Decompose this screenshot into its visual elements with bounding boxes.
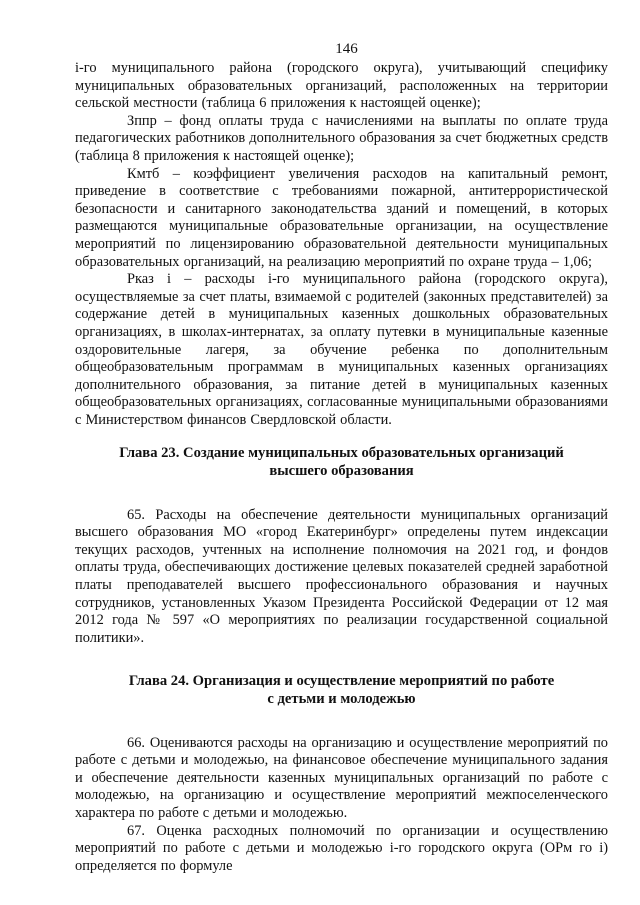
chapter-24-title-line1: Глава 24. Организация и осуществление мероприятий по работе — [128, 673, 555, 690]
paragraph-continuation: i-го муниципального района (городского округа), учитывающий специфику муниципальных образовательных организаций, расположенных на территории сельской местности (таблица 6 приложения к настоящей оценке); — [75, 60, 608, 112]
paragraph-rkaz: Рказ i – расходы i-го муниципального района (городского округа), осуществляемые за счет платы, взимаемой с родителей (законных представителей) за содержание детей в муниципальных казенных дошкольных образовательных организациях, в школах-интернатах, за оплату путевки в муниципальные казенные оздоровительные лагеря, за обучение ребенка по дополнительным общеобразовательным программам в муниципальных казенных организациях дополнительного образования, за питание детей в муниципальных казенных общеобразовательных организациях, согласованные муниципальными образованиями с Министерством финансов Свердловской области. — [75, 271, 608, 428]
paragraph-kmtb: Кмтб – коэффициент увеличения расходов на капитальный ремонт, приведение в соответствие с требованиями пожарной, антитеррористической безопасности и санитарного законодательства зданий и помещений, в которых размещаются муниципальные образовательные организации, на осуществление мероприятий по лицензированию образовательной деятельности муниципальных образовательных организаций, на реализацию мероприятий по охране труда – 1,06; — [75, 165, 608, 270]
page-number: 146 — [335, 41, 358, 57]
chapter-24-title-line2: с детьми и молодежью — [267, 691, 416, 707]
paragraph-65: 65. Расходы на обеспечение деятельности муниципальных организаций высшего образования МО «город Екатеринбург» определены путем индексации текущих расходов, учтенных на исполнение полномочия на 2021 год, и фондов оплаты труда, обеспечивающих достижение целевых показателей средней заработной платы преподавателей высшего профессионального образования и научных сотрудников, установленных Указом Президента Российской Федерации от 12 мая 2012 года № 597 «О мероприятиях по реализации государственной социальной политики». — [75, 506, 608, 646]
chapter-23-title-line2: высшего образования — [269, 463, 414, 480]
paragraph-zppr: Зппр – фонд оплаты труда с начислениями на выплаты по оплате труда педагогических работников дополнительного образования за счет бюджетных средств (таблица 8 приложения к настоящей оценке); — [75, 112, 608, 164]
paragraph-66: 66. Оцениваются расходы на организацию и осуществление мероприятий по работе с детьми и молодежью, на финансовое обеспечение муниципального задания и обеспечение деятельности казенных муниципальных организаций по работе с молодежью, на организацию и осуществление мероприятий межпоселенческого характера по работе с детьми и молодежью. — [75, 734, 608, 821]
paragraph-67: 67. Оценка расходных полномочий по организации и осуществлению мероприятий по работе с детьми и молодежью i-го городского округа (ОРм го i) определяется по формуле — [75, 822, 608, 874]
chapter-23-title-line1: Глава 23. Создание муниципальных образовательных организаций — [119, 445, 564, 462]
chapter-24-heading — [75, 673, 608, 708]
chapter-23-heading — [75, 445, 608, 480]
